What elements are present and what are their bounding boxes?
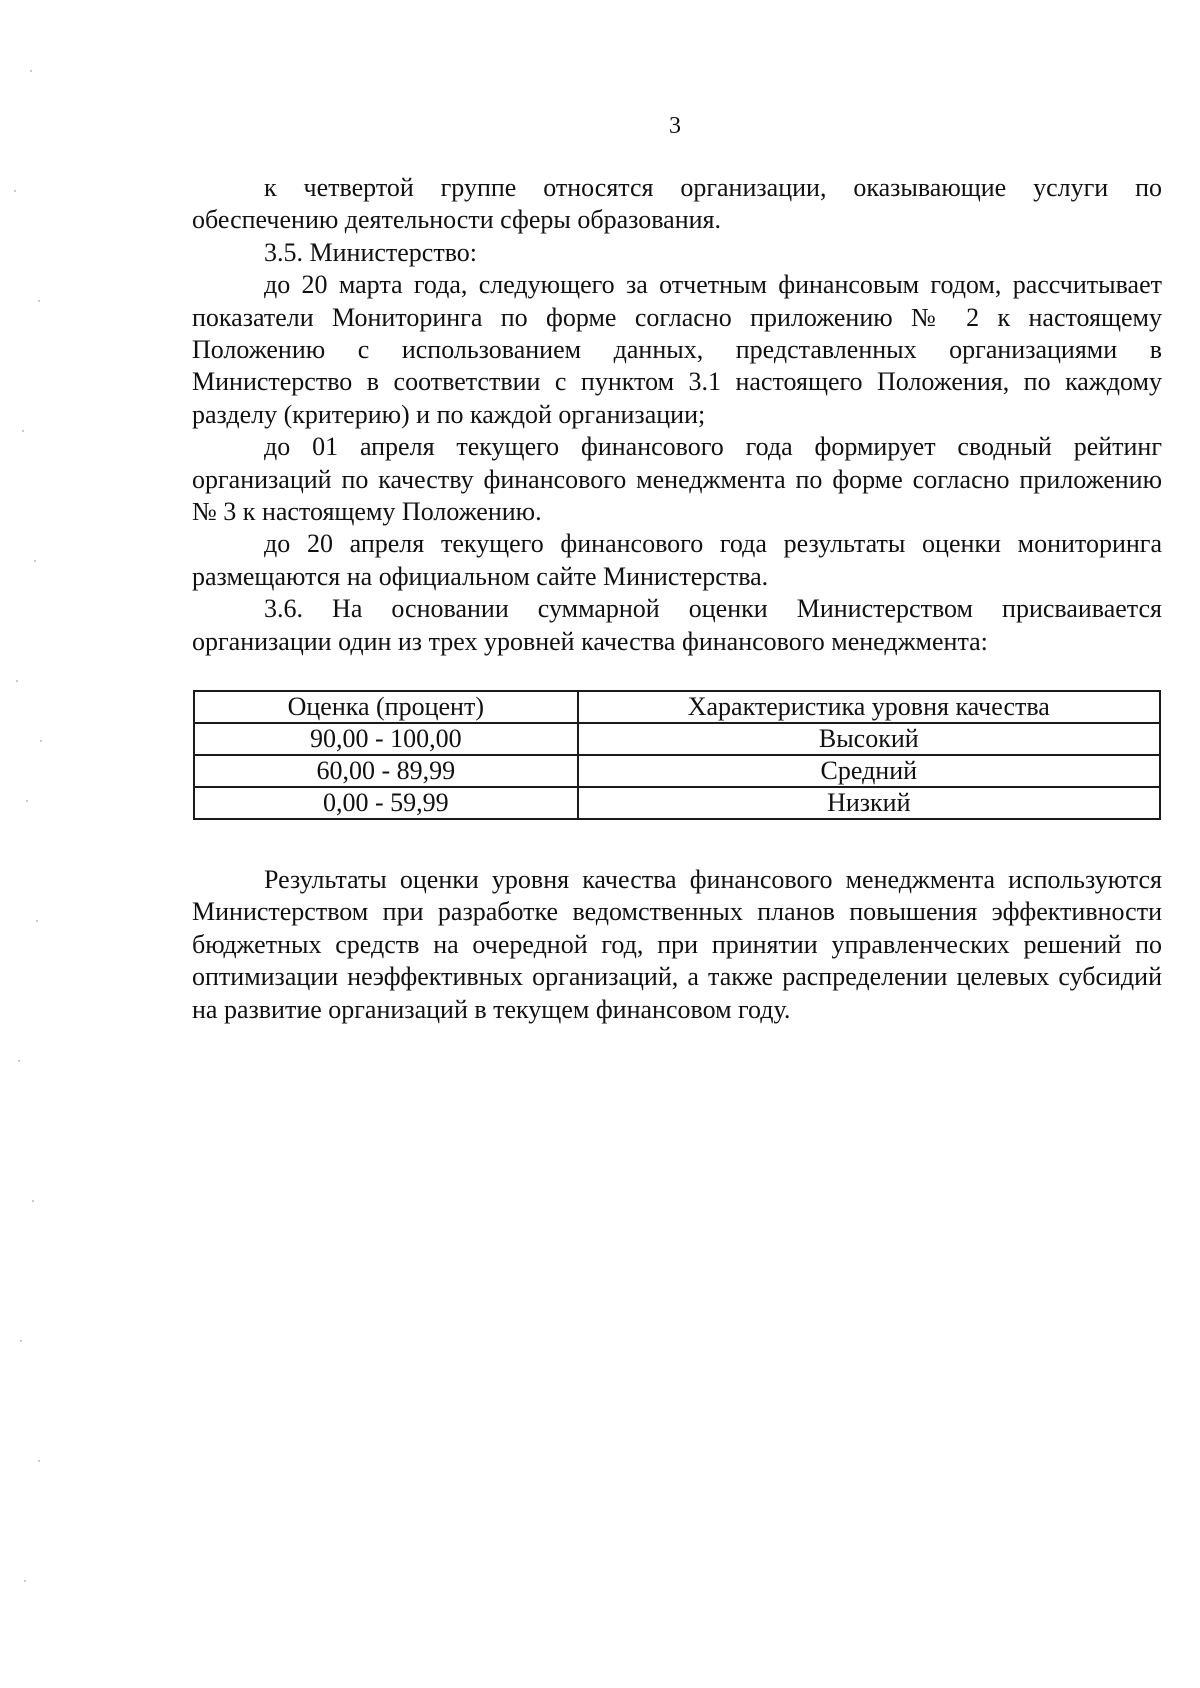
paragraph-fourth-group: к четвертой группе относятся организации, оказывающие услуги по обеспечению деятельности сферы образования. — [192, 173, 1162, 235]
table-row — [194, 723, 1160, 755]
paragraph-march-20: до 20 марта года, следующего за отчетным финансовым годом, рассчитывает показатели Мониторинга по форме согласно приложению № 2 к настоящему Положению с использованием данных, представленных организациями в Министерство в соответствии с пунктом 3.1 настоящего Положения, по каждому разделу (критерию) и по каждой организации; — [192, 270, 1162, 429]
paragraph-results-usage: Результаты оценки уровня качества финансового менеджмента используются Министерством при разработке ведомственных планов повышения эффективности бюджетных средств на очередной год, при принятии управленческих решений по оптимизации неэффективных организаций, а также распределении целевых субсидий на развитие организаций в текущем финансовом году. — [192, 865, 1162, 1024]
scan-margin-marks — [8, 40, 48, 1660]
table-cell-score: 0,00 - 59,99 — [194, 787, 578, 819]
table-header-level: Характеристика уровня качества — [578, 691, 1160, 723]
paragraph-3-5-heading: 3.5. Министерство: — [264, 237, 478, 267]
table-cell-level: Средний — [578, 755, 1160, 787]
body-text-top — [192, 172, 1162, 658]
table-header-score: Оценка (процент) — [194, 691, 578, 723]
quality-level-table — [193, 690, 1161, 820]
paragraph-3-6: 3.6. На основании суммарной оценки Министерством присваивается организации один из трех уровней качества финансового менеджмента: — [192, 594, 1162, 656]
page-number: 3 — [669, 113, 681, 139]
table-cell-score: 90,00 - 100,00 — [194, 723, 578, 755]
body-text-bottom — [192, 864, 1162, 1026]
paragraph-april-01: до 01 апреля текущего финансового года формирует сводный рейтинг организаций по качеству финансового менеджмента по форме согласно приложению № 3 к настоящему Положению. — [192, 432, 1162, 527]
table-cell-level: Низкий — [578, 787, 1160, 819]
table-row — [194, 755, 1160, 787]
paragraph-april-20: до 20 апреля текущего финансового года результаты оценки мониторинга размещаются на официальном сайте Министерства. — [192, 529, 1162, 591]
table-cell-score: 60,00 - 89,99 — [194, 755, 578, 787]
table-cell-level: Высокий — [578, 723, 1160, 755]
table-row — [194, 787, 1160, 819]
table-header-row — [194, 691, 1160, 723]
